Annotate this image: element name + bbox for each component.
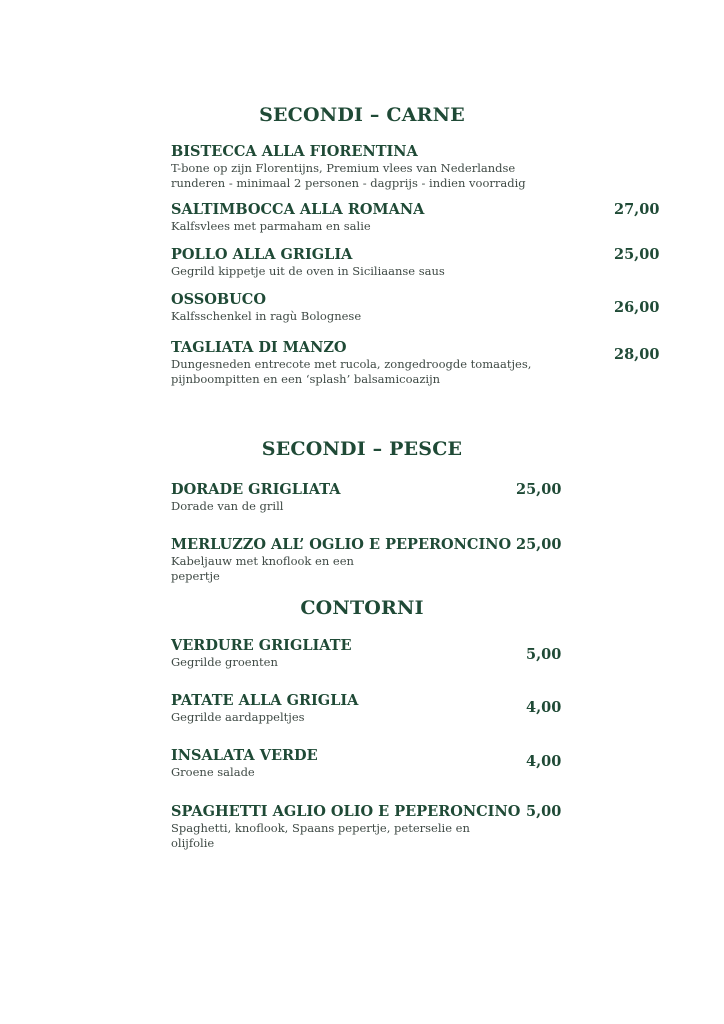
item-description: Groene salade — [171, 765, 255, 779]
item-price: 5,00 — [526, 803, 562, 820]
menu-item — [171, 339, 551, 387]
section-title-carne: SECONDI – CARNE — [259, 104, 465, 126]
item-description: Kabeljauw met knoflook en een pepertje — [171, 554, 354, 583]
item-name: INSALATA VERDE — [171, 747, 318, 764]
menu-item — [171, 747, 501, 780]
item-name: VERDURE GRIGLIATE — [171, 637, 352, 654]
menu-item — [171, 637, 501, 670]
menu-item — [171, 803, 521, 851]
item-name: POLLO ALLA GRIGLIA — [171, 246, 353, 263]
item-price: 28,00 — [614, 346, 660, 363]
item-price: 5,00 — [526, 646, 562, 663]
item-price: 26,00 — [614, 299, 660, 316]
item-description: Kalfsschenkel in ragù Bolognese — [171, 309, 362, 323]
item-price: 27,00 — [614, 201, 660, 218]
section-title-pesce: SECONDI – PESCE — [261, 438, 463, 460]
item-description: T-bone op zijn Florentijns, Premium vlees van Nederlandse runderen - minimaal 2 personen - dagprijs - indien voorradig — [171, 161, 526, 190]
item-description: Spaghetti, knoflook, Spaans pepertje, peterselie en olijfolie — [171, 821, 470, 850]
section-title-contorni: CONTORNI — [300, 597, 424, 619]
menu-item — [171, 536, 512, 584]
item-price: 25,00 — [516, 481, 562, 498]
item-price: 4,00 — [526, 753, 562, 770]
menu-item — [171, 291, 551, 324]
menu-item — [171, 481, 501, 514]
item-description: Dorade van de grill — [171, 499, 284, 513]
item-description: Gegrilde aardappeltjes — [171, 710, 305, 724]
item-name: MERLUZZO ALL’ OGLIO E PEPERONCINO — [171, 536, 512, 553]
item-name: DORADE GRIGLIATA — [171, 481, 341, 498]
menu-item — [171, 143, 551, 191]
menu-item — [171, 692, 501, 725]
item-name: TAGLIATA DI MANZO — [171, 339, 347, 356]
item-price: 25,00 — [614, 246, 660, 263]
menu-item — [171, 246, 551, 279]
item-name: OSSOBUCO — [171, 291, 266, 308]
item-name: BISTECCA ALLA FIORENTINA — [171, 143, 418, 160]
item-name: PATATE ALLA GRIGLIA — [171, 692, 359, 709]
menu-item — [171, 201, 551, 234]
item-name: SPAGHETTI AGLIO OLIO E PEPERONCINO — [171, 803, 521, 820]
item-description: Gegrild kippetje uit de oven in Siciliaanse saus — [171, 264, 445, 278]
item-description: Kalfsvlees met parmaham en salie — [171, 219, 371, 233]
item-description: Dungesneden entrecote met rucola, zongedroogde tomaatjes, pijnboompitten en een ‘splash’ balsamicoazijn — [171, 357, 532, 386]
item-description: Gegrilde groenten — [171, 655, 278, 669]
item-name: SALTIMBOCCA ALLA ROMANA — [171, 201, 425, 218]
item-price: 4,00 — [526, 699, 562, 716]
item-price: 25,00 — [516, 536, 562, 553]
